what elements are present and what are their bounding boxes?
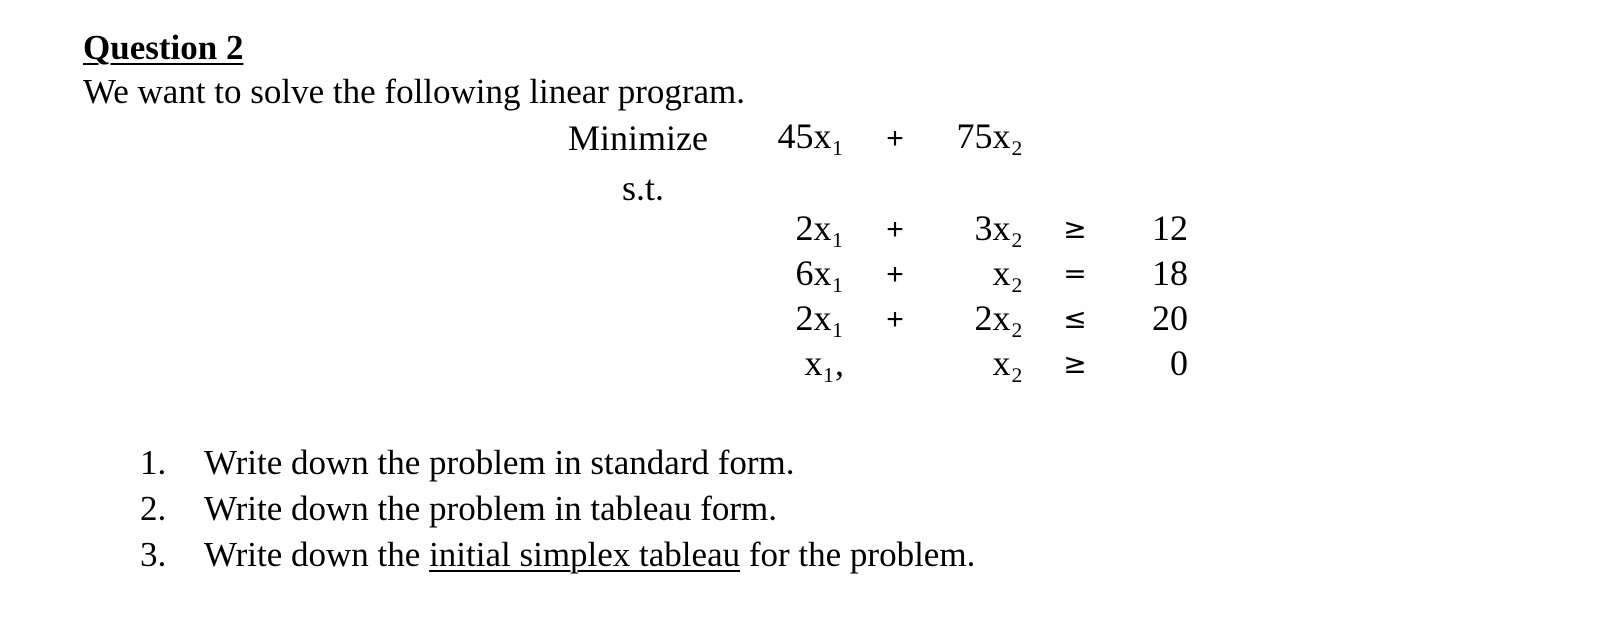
constraint-1-relation: ≥ — [1063, 212, 1087, 245]
constraint-2-term-1: 6x₁ — [795, 253, 844, 293]
constraint-1-term-1: 2x₁ — [795, 208, 844, 248]
constraint-1-operator: + — [886, 213, 904, 246]
list-item — [140, 440, 975, 486]
objective-label: Minimize — [568, 118, 708, 158]
constraint-2-rhs: 18 — [1152, 253, 1188, 293]
constraint-2-relation: = — [1063, 257, 1087, 290]
intro-text: We want to solve the following linear program. — [83, 72, 746, 111]
objective-operator: + — [886, 122, 904, 155]
question-title: Question 2 — [83, 28, 244, 67]
constraint-2-term-2: x₂ — [992, 253, 1023, 293]
list-item-text: Write down the problem in standard form. — [204, 443, 795, 482]
constraint-1-rhs: 12 — [1152, 208, 1188, 248]
constraint-1-term-2: 3x₂ — [974, 208, 1023, 248]
constraint-3-term-1: 2x₁ — [795, 298, 844, 338]
subject-to-label: s.t. — [622, 168, 665, 208]
constraint-4-term-2: x₂ — [992, 343, 1023, 383]
list-item — [140, 486, 975, 532]
objective-term-2: 75x₂ — [956, 116, 1023, 156]
constraint-3-term-2: 2x₂ — [974, 298, 1023, 338]
list-item-number: 2. — [140, 489, 167, 528]
list-item-text: Write down the problem in tableau form. — [204, 489, 778, 528]
constraint-4-rhs: 0 — [1170, 343, 1188, 383]
question-list — [140, 440, 975, 578]
list-item — [140, 532, 975, 578]
underlined-term: initial simplex tableau — [429, 535, 741, 574]
constraint-4-term-1: x₁, — [804, 343, 844, 383]
constraint-4-relation: ≥ — [1063, 347, 1087, 380]
list-item-number: 3. — [140, 535, 167, 574]
constraint-2-operator: + — [886, 258, 904, 291]
list-item-text-post: for the problem. — [740, 535, 976, 574]
constraint-3-operator: + — [886, 303, 904, 336]
list-item-text-pre: Write down the — [204, 535, 430, 574]
objective-term-1: 45x₁ — [777, 116, 844, 156]
list-item-number: 1. — [140, 443, 167, 482]
constraint-3-rhs: 20 — [1152, 298, 1188, 338]
constraint-3-relation: ≤ — [1063, 302, 1087, 335]
